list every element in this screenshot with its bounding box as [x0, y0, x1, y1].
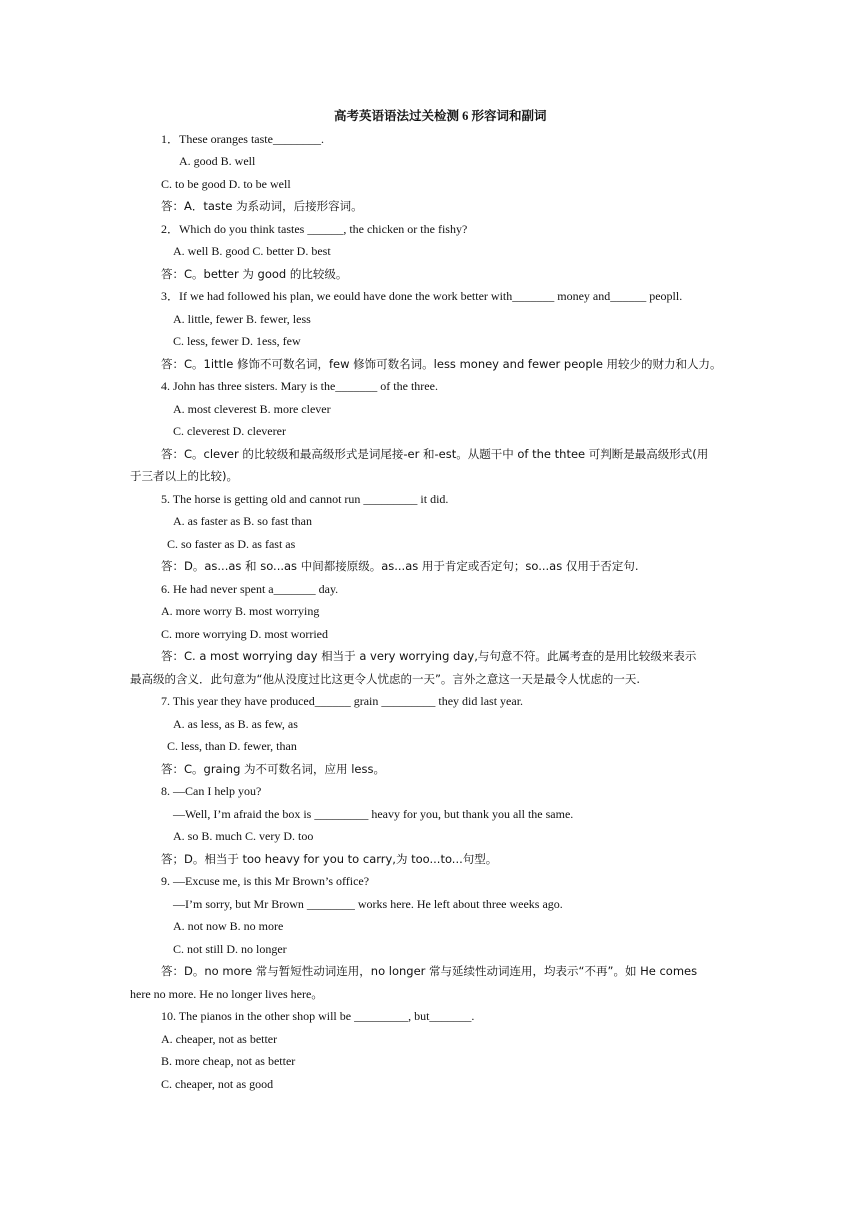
- q5-options-cd: C. so faster as D. as fast as: [167, 537, 296, 551]
- q9-answer: 答：D。no more 常与暂短性动词连用，no longer 常与延续性动词连用，均表示“不再”。如 He comes: [161, 964, 698, 978]
- q4-answer: 答：C。clever 的比较级和最高级形式是词尾接-er 和-est。从题干中 of the thtee 可判断是最高级形式(用: [161, 447, 709, 461]
- q6-answer: 答：C. a most worrying day 相当于 a very worrying day,与句意不符。此属考查的是用比较级来表示: [161, 649, 697, 663]
- q5-stem: 5. The horse is getting old and cannot run _________ it did.: [161, 492, 449, 506]
- q1-options-ab: A. good B. well: [179, 154, 256, 168]
- q8-stem: 8. —Can I help you?: [161, 784, 262, 798]
- q9-answer-cont: here no more. He no longer lives here。: [130, 987, 324, 1001]
- q10-option-b: B. more cheap, not as better: [161, 1054, 296, 1068]
- q10-option-a: A. cheaper, not as better: [161, 1032, 278, 1046]
- q4-options-ab: A. most cleverest B. more clever: [173, 402, 331, 416]
- q5-answer: 答：D。as...as 和 so...as 中间都接原级。as...as 用于肯定或否定句；so...as 仅用于否定句.: [161, 559, 639, 573]
- q1-options-cd: C. to be good D. to be well: [161, 177, 291, 191]
- q9-stem: 9. —Excuse me, is this Mr Brown’s office?: [161, 874, 370, 888]
- q6-stem: 6. He had never spent a_______ day.: [161, 582, 339, 596]
- q9-options-ab: A. not now B. no more: [173, 919, 284, 933]
- q8-answer: 答；D。相当于 too heavy for you to carry,为 too...to...句型。: [161, 852, 498, 866]
- q2-stem: 2．Which do you think tastes ______, the chicken or the fishy?: [161, 222, 468, 236]
- q5-options-ab: A. as faster as B. so fast than: [173, 514, 312, 528]
- q6-options-ab: A. more worry B. most worrying: [161, 604, 320, 618]
- q4-answer-cont: 于三者以上的比较)。: [130, 469, 238, 483]
- q4-stem: 4. John has three sisters. Mary is the_______ of the three.: [161, 379, 438, 393]
- q8-stem-cont: —Well, I’m afraid the box is _________ heavy for you, but thank you all the same.: [173, 807, 574, 821]
- q10-option-c: C. cheaper, not as good: [161, 1077, 274, 1091]
- q1-answer: 答：A．taste 为系动词，后接形容词。: [161, 199, 363, 213]
- q9-stem-cont: —I’m sorry, but Mr Brown ________ works here. He left about three weeks ago.: [173, 897, 563, 911]
- q7-options-ab: A. as less, as B. as few, as: [173, 717, 298, 731]
- q3-answer: 答：C。1ittle 修饰不可数名词，few 修饰可数名词。less money and fewer people 用较少的财力和人力。: [161, 357, 722, 371]
- q2-answer: 答：C。better 为 good 的比较级。: [161, 267, 348, 281]
- q8-options: A. so B. much C. very D. too: [173, 829, 314, 843]
- q7-options-cd: C. less, than D. fewer, than: [167, 739, 297, 753]
- q7-stem: 7. This year they have produced______ grain _________ they did last year.: [161, 694, 524, 708]
- document-title: 高考英语语法过关检测 6 形容词和副词: [334, 109, 547, 123]
- q3-options-cd: C. less, fewer D. 1ess, few: [173, 334, 301, 348]
- q6-answer-cont: 最高级的含义．此句意为“他从没度过比这更令人忧虑的一天”。言外之意这一天是最令人忧虑的一天.: [130, 672, 641, 686]
- q1-stem: 1．These oranges taste________.: [161, 132, 324, 146]
- q10-stem: 10. The pianos in the other shop will be _________, but_______.: [161, 1009, 475, 1023]
- q9-options-cd: C. not still D. no longer: [173, 942, 287, 956]
- q3-options-ab: A. little, fewer B. fewer, less: [173, 312, 311, 326]
- q4-options-cd: C. cleverest D. cleverer: [173, 424, 286, 438]
- q6-options-cd: C. more worrying D. most worried: [161, 627, 328, 641]
- q3-stem: 3．If we had followed his plan, we eould have done the work better with_______ money and______ peopll.: [161, 289, 683, 303]
- q2-options: A. well B. good C. better D. best: [173, 244, 331, 258]
- q7-answer: 答：C。graing 为不可数名词，应用 less。: [161, 762, 385, 776]
